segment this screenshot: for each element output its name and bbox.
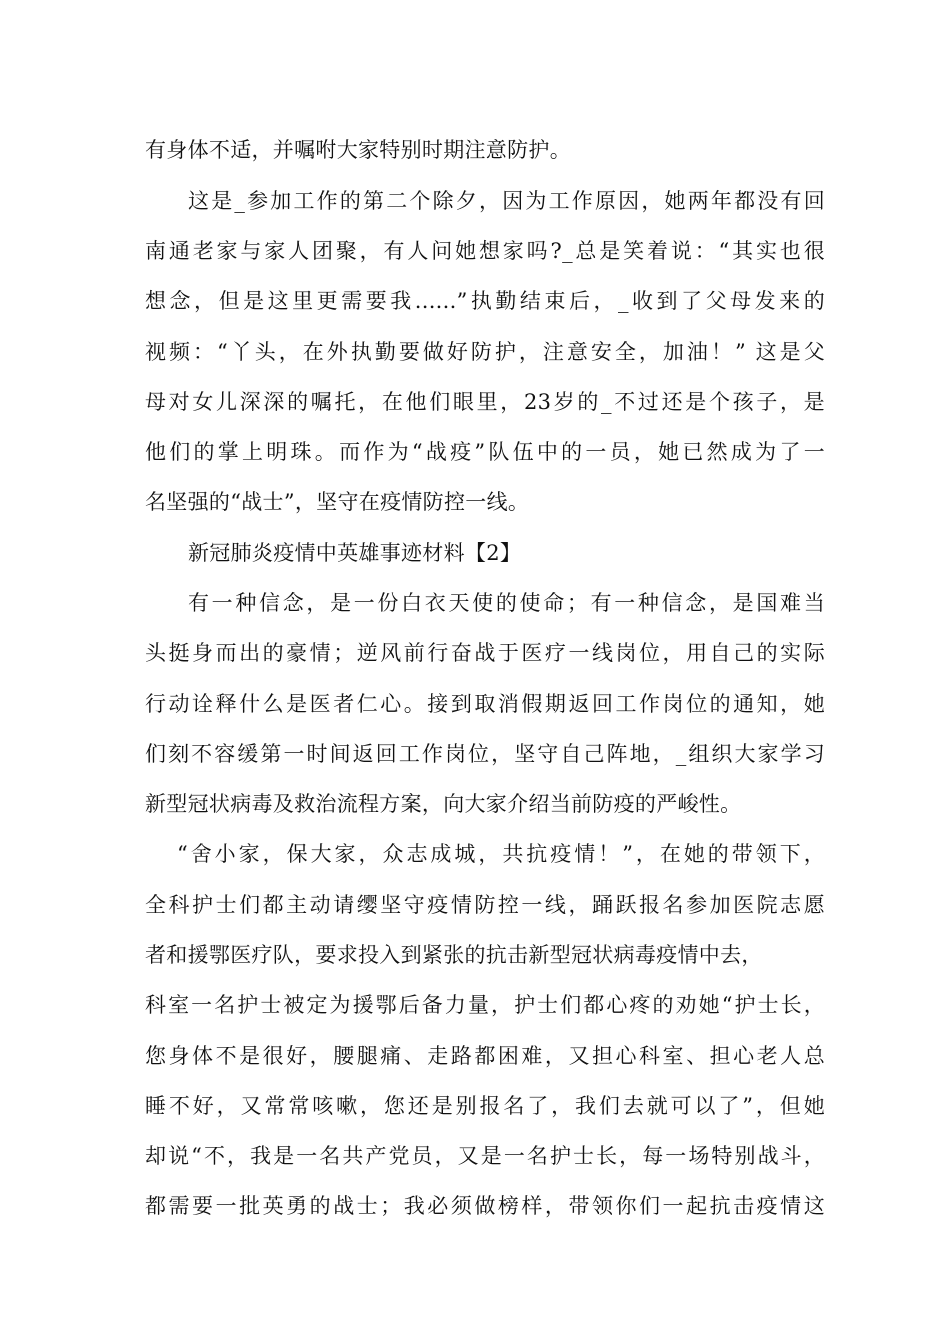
paragraph-first-line: 这是_参加工作的第二个除夕，因为工作原因，她两年都没有回 — [188, 189, 825, 213]
text-line: 他们的掌上明珠。而作为“战疫”队伍中的一员，她已然成为了一 — [145, 440, 825, 464]
paragraph-first-line: “舍小家，保大家，众志成城，共抗疫情！”，在她的带领下， — [177, 842, 825, 866]
text-line: 却说“不，我是一名共产党员，又是一名护士长，每一场特别战斗， — [145, 1144, 825, 1168]
text-line: 想念，但是这里更需要我......”执勤结束后，_收到了父母发来的 — [145, 289, 825, 313]
text-line: 名坚强的“战士”，坚守在疫情防控一线。 — [145, 490, 530, 514]
text-line: 您身体不是很好，腰腿痛、走路都困难，又担心科室、担心老人总 — [145, 1044, 825, 1068]
section-heading: 新冠肺炎疫情中英雄事迹材料【2】 — [188, 541, 522, 565]
text-line: 有身体不适，并嘱咐大家特别时期注意防护。 — [145, 138, 571, 162]
text-line: 全科护士们都主动请缨坚守疫情防控一线，踊跃报名参加医院志愿 — [145, 893, 825, 917]
text-line: 行动诠释什么是医者仁心。接到取消假期返回工作岗位的通知，她 — [145, 692, 825, 716]
text-line: 南通老家与家人团聚，有人问她想家吗?_总是笑着说：“其实也很 — [145, 239, 825, 263]
text-line: 者和援鄂医疗队，要求投入到紧张的抗击新型冠状病毒疫情中去， — [145, 943, 763, 967]
text-line: 新型冠状病毒及救治流程方案，向大家介绍当前防疫的严峻性。 — [145, 792, 742, 816]
paragraph-first-line: 有一种信念，是一份白衣天使的使命；有一种信念，是国难当 — [188, 591, 825, 615]
text-line: 都需要一批英勇的战士；我必须做榜样，带领你们一起抗击疫情这 — [145, 1194, 825, 1218]
text-line: 睡不好，又常常咳嗽，您还是别报名了，我们去就可以了”，但她 — [145, 1094, 825, 1118]
text-line: 们刻不容缓第一时间返回工作岗位，坚守自己阵地，_组织大家学习 — [145, 742, 825, 766]
text-line: 母对女儿深深的嘱托，在他们眼里，23岁的_不过还是个孩子，是 — [145, 390, 825, 414]
text-line: 视频：“丫头，在外执勤要做好防护，注意安全，加油！” 这是父 — [145, 340, 825, 364]
text-line: 科室一名护士被定为援鄂后备力量，护士们都心疼的劝她“护士长， — [145, 993, 825, 1017]
text-line: 头挺身而出的豪情；逆风前行奋战于医疗一线岗位，用自己的实际 — [145, 641, 825, 665]
